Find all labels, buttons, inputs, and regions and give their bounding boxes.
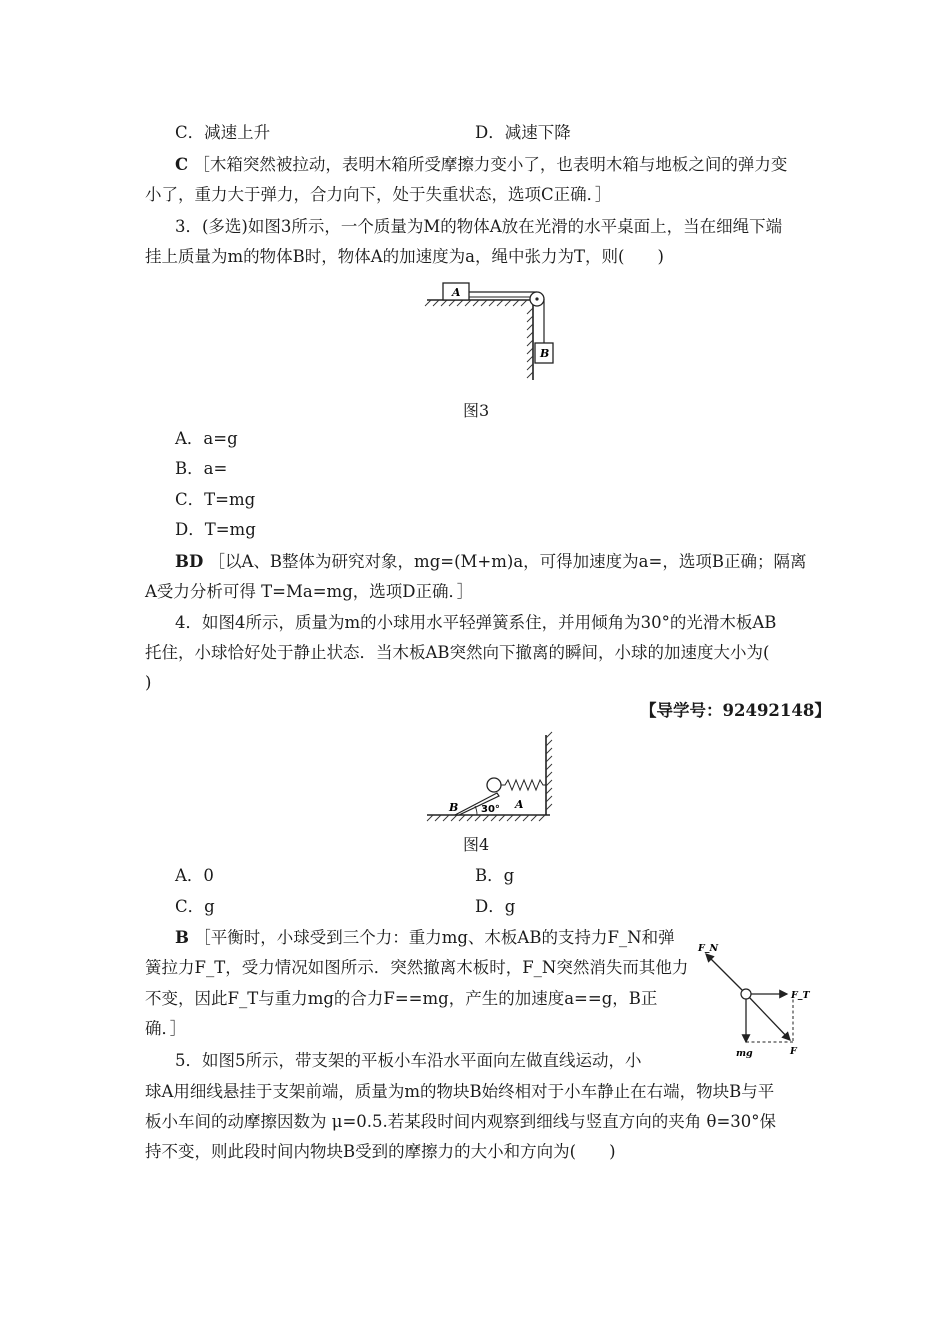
q2-option-d: D．减速下降	[475, 123, 571, 142]
q4-option-d: D．g	[475, 897, 516, 916]
q3-answer-line-1	[175, 551, 806, 573]
f-arrow	[748, 996, 790, 1040]
q2-answer-text-1: ［木箱突然被拉动，表明木箱所受摩擦力变小了，也表明木箱与地板之间的弹力变	[193, 155, 788, 174]
q4-option-c: C．g	[175, 897, 215, 916]
q4-answer-line-2: 簧拉力F_T，受力情况如图所示．突然撤离木板时，F_N突然消失而其他力	[145, 958, 689, 977]
force-diagram	[690, 938, 820, 1063]
q4-answer-line-3: 不变，因此F_T与重力mg的合力F==mg，产生的加速度a==g，B正	[145, 989, 658, 1008]
q4-answer-text-1: ［平衡时，小球受到三个力：重力mg、木板AB的支持力F_N和弹	[194, 928, 675, 947]
q3-option-b: B．a=	[175, 459, 228, 478]
q4-stem-line-2: 托住，小球恰好处于静止状态．当木板AB突然向下撤离的瞬间，小球的加速度大小为(	[145, 643, 770, 662]
fig3-caption: 图3	[463, 401, 490, 420]
guide-number: 【导学号：92492148】	[640, 701, 831, 720]
q4-answer-key: B	[175, 928, 189, 947]
ball	[487, 778, 501, 792]
fig3-label-a: A	[452, 286, 461, 299]
label-fn: F_N	[698, 943, 719, 954]
q2-option-c: C．减速上升	[175, 123, 271, 142]
q3-option-d: D．T=mg	[175, 520, 256, 539]
q3-stem-line-2: 挂上质量为m的物体B时，物体A的加速度为a，绳中张力为T，则( )	[145, 247, 664, 266]
q2-answer-line-2: 小了，重力大于弹力，合力向下，处于失重状态，选项C正确．］	[145, 185, 612, 204]
q4-option-b: B．g	[475, 866, 515, 885]
q4-option-a: A．0	[175, 866, 214, 885]
fig4-label-a: A	[515, 798, 524, 811]
fig4-angle: 30°	[481, 804, 500, 815]
fig3-label-b: B	[540, 347, 550, 360]
q3-option-a: A．a=g	[175, 429, 238, 448]
q3-stem-line-1: 3．(多选)如图3所示，一个质量为M的物体A放在光滑的水平桌面上，当在细绳下端	[175, 217, 783, 236]
q3-answer-line-2: A受力分析可得 T=Ma=mg，选项D正确．］	[145, 582, 474, 601]
q4-answer-line-4: 确．］	[145, 1019, 187, 1038]
q5-stem-line-4: 持不变，则此段时间内物块B受到的摩擦力的大小和方向为( )	[145, 1142, 616, 1161]
label-mg: mg	[736, 1048, 753, 1059]
figure-3	[425, 280, 555, 385]
fn-arrow	[706, 954, 746, 994]
q3-option-c: C．T=mg	[175, 490, 256, 509]
figure-4	[425, 730, 560, 825]
label-f: F	[790, 1046, 797, 1057]
spring	[501, 780, 546, 790]
q3-answer-text-1: ［以A、B整体为研究对象，mg=(M+m)a，可得加速度为a=，选项B正确；隔离	[208, 552, 807, 571]
q3-answer-key: BD	[175, 552, 204, 571]
fig4-label-b: B	[449, 801, 459, 814]
q5-stem-line-1: 5．如图5所示，带支架的平板小车沿水平面向左做直线运动，小	[175, 1051, 642, 1070]
q5-stem-line-2: 球A用细线悬挂于支架前端，质量为m的物块B始终相对于小车静止在右端，物块B与平	[145, 1082, 775, 1101]
q5-stem-line-3: 板小车间的动摩擦因数为 μ=0.5.若某段时间内观察到细线与竖直方向的夹角 θ=30°保	[145, 1112, 777, 1131]
q4-stem-line-3: )	[145, 673, 152, 692]
q4-stem-line-1: 4．如图4所示，质量为m的小球用水平轻弹簧系住，并用倾角为30°的光滑木板AB	[175, 613, 777, 632]
q4-answer-line-1	[175, 927, 675, 949]
label-ft: F_T	[791, 990, 810, 1001]
q2-answer-key: C	[175, 155, 189, 174]
q2-answer-line-1	[175, 154, 787, 176]
fig4-caption: 图4	[463, 835, 490, 854]
